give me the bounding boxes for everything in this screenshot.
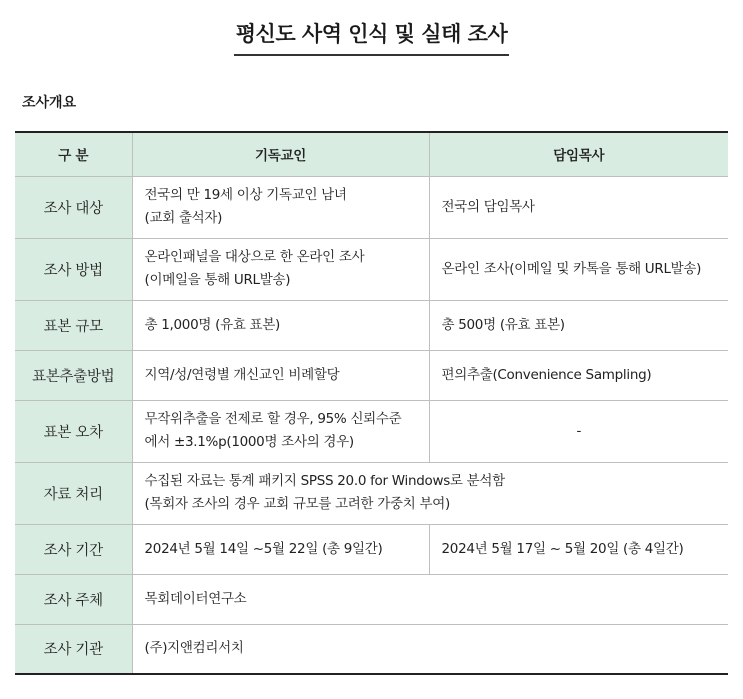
cell-line: 무작위추출을 전제로 할 경우, 95% 신뢰수준	[144, 411, 402, 427]
table-row	[15, 574, 728, 624]
row-label: 조사 주체	[15, 574, 132, 624]
christian-cell	[132, 400, 429, 462]
table-row	[15, 524, 728, 574]
cell-line: 편의추출(Convenience Sampling)	[441, 366, 652, 383]
table-row	[15, 462, 728, 524]
row-label: 표본 규모	[15, 300, 132, 350]
row-label: 조사 기간	[15, 524, 132, 574]
christian-cell	[132, 300, 429, 350]
cell-line: 목회데이터연구소	[144, 590, 247, 607]
cell-line: 온라인패널을 대상으로 한 온라인 조사	[144, 249, 365, 265]
table-row	[15, 350, 728, 400]
pastor-cell	[429, 300, 728, 350]
merged-cell	[132, 574, 728, 624]
cell-line: 전국의 만 19세 이상 기독교인 남녀	[144, 187, 347, 203]
row-label: 조사 기관	[15, 624, 132, 674]
header-category: 구 분	[15, 132, 132, 176]
cell-line: 2024년 5월 17일 ~ 5월 20일 (총 4일간)	[441, 540, 684, 557]
pastor-cell	[429, 400, 728, 462]
cell-line: 총 1,000명 (유효 표본)	[144, 316, 281, 333]
page-title: 평신도 사역 인식 및 실태 조사	[234, 18, 510, 56]
section-heading: 조사개요	[22, 95, 77, 111]
cell-line: 2024년 5월 14일 ~5월 22일 (총 9일간)	[144, 540, 383, 557]
survey-overview-table	[15, 131, 728, 675]
cell-line: (교회 출석자)	[144, 210, 223, 226]
merged-cell	[132, 462, 728, 524]
cell-line: 전국의 담임목사	[441, 198, 535, 215]
header-pastor: 담임목사	[429, 132, 728, 176]
pastor-cell	[429, 524, 728, 574]
row-label: 조사 대상	[15, 176, 132, 238]
header-christian: 기독교인	[132, 132, 429, 176]
christian-cell	[132, 238, 429, 300]
cell-line: 에서 ±3.1%p(1000명 조사의 경우)	[144, 434, 354, 450]
row-label: 자료 처리	[15, 462, 132, 524]
row-label: 표본 오차	[15, 400, 132, 462]
table-row	[15, 238, 728, 300]
merged-cell	[132, 624, 728, 674]
table-header-row	[15, 132, 728, 176]
table-row	[15, 624, 728, 674]
cell-line: 수집된 자료는 통계 패키지 SPSS 20.0 for Windows로 분석함	[144, 473, 505, 489]
christian-cell	[132, 524, 429, 574]
table-row	[15, 300, 728, 350]
christian-cell	[132, 176, 429, 238]
cell-line: 지역/성/연령별 개신교인 비례할당	[144, 366, 340, 383]
title-wrapper	[0, 18, 743, 56]
table-row	[15, 176, 728, 238]
cell-line: 총 500명 (유효 표본)	[441, 316, 565, 333]
cell-line: (이메일을 통해 URL발송)	[144, 272, 291, 288]
cell-line: -	[576, 422, 582, 439]
row-label: 조사 방법	[15, 238, 132, 300]
pastor-cell	[429, 350, 728, 400]
row-label: 표본추출방법	[15, 350, 132, 400]
cell-line: (목회자 조사의 경우 교회 규모를 고려한 가중치 부여)	[144, 496, 450, 512]
cell-line: 온라인 조사(이메일 및 카톡을 통해 URL발송)	[441, 260, 702, 277]
pastor-cell	[429, 238, 728, 300]
pastor-cell	[429, 176, 728, 238]
christian-cell	[132, 350, 429, 400]
cell-line: (주)지앤컴리서치	[144, 640, 244, 657]
table-row	[15, 400, 728, 462]
